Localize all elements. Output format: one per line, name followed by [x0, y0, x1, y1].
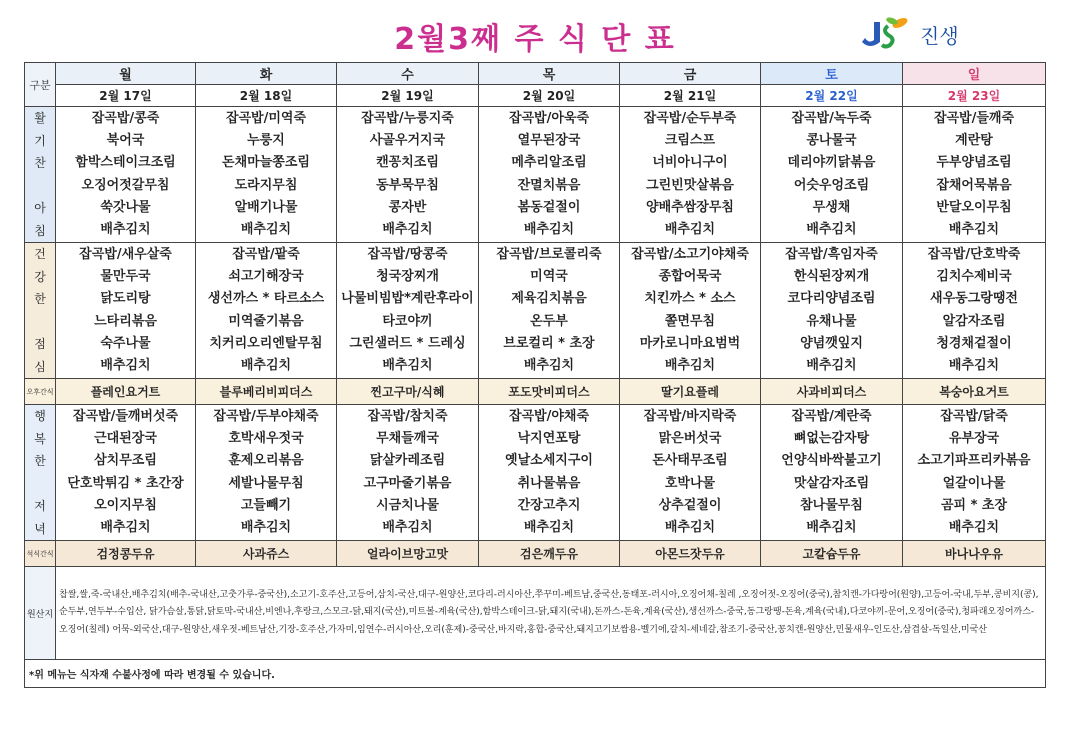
menu-item: 배추김치 — [100, 222, 151, 238]
snack-item: 아몬드잣두유 — [620, 541, 761, 567]
date-fri: 2월 21일 — [620, 85, 761, 107]
meal-label-char — [25, 473, 55, 496]
meal-label-char: 찬 — [34, 156, 46, 170]
meal-label-char — [25, 311, 55, 334]
menu-item: 김치수제비국 — [936, 268, 1012, 284]
menu-item: 잡곡밥/두부야채죽 — [213, 408, 319, 424]
day-mon: 월 — [56, 63, 196, 85]
menu-item: 계란탕 — [955, 132, 993, 148]
menu-item: 잡곡밥/소고기야채죽 — [631, 246, 749, 262]
menu-item: 온두부 — [530, 313, 568, 329]
meal-cell — [620, 243, 761, 379]
menu-item: 두부양념조림 — [936, 155, 1012, 171]
menu-item: 캔꽁치조림 — [376, 155, 439, 171]
menu-item: 취나물볶음 — [517, 475, 581, 491]
menu-item: 배추김치 — [664, 520, 716, 536]
meal-cell — [196, 243, 337, 379]
meal-label-char — [25, 175, 55, 198]
menu-item: 훈제오리볶음 — [228, 453, 304, 469]
meal-cell — [56, 243, 196, 379]
menu-change-note: *위 메뉴는 식자재 수불사정에 따라 변경될 수 있습니다. — [25, 660, 1046, 688]
day-wed: 수 — [337, 63, 479, 85]
meal-cell — [761, 243, 903, 379]
menu-item: 돈사태무조림 — [652, 453, 728, 469]
meal-label-char: 기 — [34, 133, 46, 148]
day-header-row — [25, 63, 1046, 85]
meal-label-char: 복 — [34, 431, 46, 446]
menu-item: 돈채마늘쫑조림 — [222, 155, 310, 171]
day-tue: 화 — [196, 63, 337, 85]
menu-item: 잡곡밥/팥죽 — [232, 246, 300, 262]
meal-cell — [56, 405, 196, 541]
menu-item: 배추김치 — [100, 358, 151, 374]
day-thu: 목 — [479, 63, 620, 85]
menu-item: 느타리볶음 — [94, 313, 157, 329]
menu-item: 배추김치 — [523, 520, 575, 536]
date-sun: 2월 23일 — [903, 85, 1046, 107]
origin-row — [25, 567, 1046, 660]
meal-cell — [761, 405, 903, 541]
menu-item: 잡곡밥/콩죽 — [91, 110, 160, 126]
meal-cell — [479, 107, 620, 243]
menu-item: 알감자조림 — [942, 313, 1006, 329]
gubun-label: 구분 — [25, 63, 56, 107]
date-sat: 2월 22일 — [761, 85, 903, 107]
menu-item: 동부묵무침 — [376, 177, 439, 193]
menu-item: 삼치무조림 — [94, 453, 157, 469]
menu-item: 도라지무침 — [234, 177, 298, 193]
dinner-label — [25, 405, 56, 541]
snack-item: 얼라이브망고맛 — [337, 541, 479, 567]
menu-item: 무생채 — [812, 199, 851, 215]
meal-label-char: 행 — [34, 409, 46, 423]
snack-item: 딸기요플레 — [620, 379, 761, 405]
evening-snack-label: 석식간식 — [25, 541, 56, 567]
menu-item: 잡곡밥/순두부죽 — [643, 110, 737, 126]
snack-item: 검은깨두유 — [479, 541, 620, 567]
leaf-logo-icon — [858, 16, 914, 52]
menu-item: 고들빼기 — [240, 497, 292, 513]
snack-item: 찐고구마/식혜 — [337, 379, 479, 405]
menu-item: 옛날소세지구이 — [505, 453, 593, 469]
menu-item: 참나물무침 — [800, 497, 863, 513]
menu-item: 잡곡밥/누룽지죽 — [361, 110, 454, 126]
menu-item: 근대된장국 — [94, 430, 157, 446]
snack-item: 고칼슘두유 — [761, 541, 903, 567]
menu-item: 간장고추지 — [517, 497, 581, 513]
menu-item: 오이지무침 — [94, 497, 157, 513]
menu-item: 배추김치 — [240, 358, 292, 374]
menu-item: 마카로니마요범벅 — [639, 335, 741, 351]
date-header-row — [25, 85, 1046, 107]
menu-item: 호박나물 — [664, 475, 716, 491]
meal-cell — [337, 405, 479, 541]
menu-item: 미역국 — [530, 268, 568, 284]
menu-item: 닭살카레조림 — [369, 453, 446, 469]
meal-cell — [903, 405, 1046, 541]
snack-item: 블루베리비피더스 — [196, 379, 337, 405]
page-title: 2월3째 주 식 단 표 — [394, 22, 676, 57]
menu-item: 닭도리탕 — [100, 291, 151, 307]
menu-item: 양배추쌈장무침 — [646, 199, 734, 215]
menu-item: 배추김치 — [523, 222, 575, 238]
meal-cell — [337, 243, 479, 379]
day-sun: 일 — [903, 63, 1046, 85]
menu-item: 배추김치 — [806, 520, 857, 536]
origin-label: 원산지 — [25, 567, 56, 660]
menu-item: 미역줄기볶음 — [228, 313, 304, 329]
menu-item: 치커리오리엔탈무침 — [209, 335, 323, 351]
evening-snack-row — [25, 541, 1046, 567]
date-thu: 2월 20일 — [479, 85, 620, 107]
menu-item: 배추김치 — [382, 520, 433, 536]
origin-text: 찹쌀,쌀,죽-국내산,배추김치(배추-국내산,고춧가루-중국산),소고기-호주산,고등어,삼치-국산,대구-원양산,코다리-러시아산,쭈꾸미-베트남,중국산,동태포-러시아,오징어채-칠레 ,오징어젓-오징어(중국),참치캔-가다랑어(원양),고등어-국내,두부,콩비지(콩),순두부,연두부-수입산, 닭가슴살,통닭,닭토막-국내산,비엔나,후랑크,스모크-닭,돼지(국산),미트볼-계육(국산),함박스테이크-닭,돼지(국내),돈까스-돈육,계육(국산),생선까스-중국,동그랑땡-돈육,계육(국내),다코야끼-문어,오징어(중국),청파래오징어까스-오징어(칠레) 어묵-외국산,대구-원양산,새우젓-베트남산,기장-호주산,가자미,임연수-러시아산,오리(훈제)-중국산,바지락,홍합-중국산,돼지고기보쌈용-벨기에,갈치-세네갈,참조기-중국산,꽁치캔-원양산,민물새우-인도산,삼겹살-독일산,미국산 — [56, 567, 1046, 660]
menu-item: 곰피 * 초장 — [940, 497, 1008, 513]
menu-item: 시금치나물 — [376, 497, 439, 513]
meal-label-char: 한 — [34, 292, 46, 306]
day-fri: 금 — [620, 63, 761, 85]
menu-item: 북어국 — [106, 132, 145, 148]
menu-item: 배추김치 — [382, 358, 433, 374]
menu-item: 잡곡밥/참치죽 — [367, 408, 448, 424]
lunch-row — [25, 243, 1046, 379]
menu-item: 너비아니구이 — [652, 155, 728, 171]
meal-cell — [56, 107, 196, 243]
menu-item: 배추김치 — [100, 520, 151, 536]
meal-cell — [761, 107, 903, 243]
menu-item: 쑥갓나물 — [100, 199, 151, 215]
menu-item: 콩자반 — [388, 199, 427, 215]
menu-item: 배추김치 — [948, 222, 1000, 238]
afternoon-snack-row — [25, 379, 1046, 405]
menu-item: 나물비빔밥*계란후라이 — [341, 291, 474, 307]
menu-item: 맛살감자조림 — [793, 475, 870, 491]
meal-label-char: 점 — [34, 337, 46, 351]
menu-item: 소고기파프리카볶음 — [917, 453, 1031, 469]
menu-item: 잡곡밥/땅콩죽 — [367, 246, 448, 262]
menu-item: 쇠고기해장국 — [228, 268, 304, 284]
menu-item: 잡곡밥/야채죽 — [508, 408, 590, 424]
brand-logo — [858, 16, 1008, 52]
lunch-label — [25, 243, 56, 379]
menu-item: 크림스프 — [664, 132, 716, 148]
meal-cell — [903, 243, 1046, 379]
menu-item: 청국장찌개 — [376, 268, 439, 284]
menu-item: 잡곡밥/녹두죽 — [791, 110, 872, 126]
meal-label-char: 녁 — [34, 521, 46, 536]
menu-item: 메추리알조림 — [511, 155, 587, 171]
meal-label-char: 활 — [34, 111, 46, 125]
menu-item: 한식된장찌개 — [793, 268, 870, 284]
menu-item: 타코야끼 — [382, 313, 433, 329]
date-tue: 2월 18일 — [196, 85, 337, 107]
snack-item: 사과비피더스 — [761, 379, 903, 405]
meal-cell — [196, 107, 337, 243]
menu-item: 낙지연포탕 — [517, 430, 581, 446]
meal-cell — [479, 243, 620, 379]
meal-label-char: 강 — [34, 269, 46, 284]
menu-item: 배추김치 — [806, 358, 857, 374]
meal-cell — [196, 405, 337, 541]
menu-item: 배추김치 — [240, 222, 292, 238]
menu-item: 배추김치 — [664, 222, 716, 238]
menu-item: 잡곡밥/흑임자죽 — [785, 246, 878, 262]
menu-item: 잡채어묵볶음 — [936, 177, 1012, 193]
menu-item: 잡곡밥/브로콜리죽 — [496, 246, 602, 262]
menu-item: 함박스테이크조림 — [75, 155, 176, 171]
menu-item: 잡곡밥/들깨버섯죽 — [72, 408, 179, 424]
menu-item: 맑은버섯국 — [658, 430, 722, 446]
snack-item: 복숭아요거트 — [903, 379, 1046, 405]
menu-item: 고구마줄기볶음 — [363, 475, 452, 491]
menu-item: 오징어젓갈무침 — [81, 177, 170, 193]
menu-item: 제육김치볶음 — [511, 291, 587, 307]
meal-cell — [620, 405, 761, 541]
breakfast-row — [25, 107, 1046, 243]
menu-item: 잡곡밥/미역죽 — [225, 110, 307, 126]
menu-item: 청경채겉절이 — [936, 335, 1012, 351]
menu-item: 세발나물무침 — [228, 475, 304, 491]
menu-item: 언양식바싹불고기 — [781, 453, 882, 469]
snack-item: 사과쥬스 — [196, 541, 337, 567]
meal-label-char: 심 — [34, 359, 46, 374]
menu-item: 배추김치 — [523, 358, 575, 374]
menu-item: 배추김치 — [948, 520, 1000, 536]
menu-item: 반달오이무침 — [936, 199, 1012, 215]
menu-item: 데리야끼닭볶음 — [787, 155, 876, 171]
meal-cell — [620, 107, 761, 243]
day-sat: 토 — [761, 63, 903, 85]
meal-label-char: 한 — [34, 454, 46, 468]
menu-item: 배추김치 — [664, 358, 716, 374]
meal-label-char: 침 — [34, 223, 46, 238]
meal-label-char: 아 — [34, 201, 46, 215]
menu-item: 누룽지 — [247, 132, 285, 148]
date-wed: 2월 19일 — [337, 85, 479, 107]
note-row — [25, 660, 1046, 688]
menu-item: 호박새우젓국 — [228, 430, 304, 446]
brand-name: 진생 — [920, 24, 959, 48]
menu-item: 잡곡밥/닭죽 — [940, 408, 1008, 424]
afternoon-snack-label: 오후간식 — [25, 379, 56, 405]
menu-item: 물만두국 — [100, 268, 151, 284]
menu-item: 배추김치 — [948, 358, 1000, 374]
menu-item: 브로컬리 * 초장 — [503, 335, 595, 351]
breakfast-label — [25, 107, 56, 243]
menu-item: 뼈없는감자탕 — [793, 430, 870, 446]
menu-item: 콩나물국 — [806, 132, 857, 148]
menu-item: 새우동그랑땡전 — [930, 291, 1018, 307]
menu-item: 배추김치 — [240, 520, 292, 536]
menu-item: 생선까스 * 타르소스 — [207, 291, 325, 307]
menu-item: 잡곡밥/들깨죽 — [933, 110, 1015, 126]
menu-item: 잡곡밥/계란죽 — [791, 408, 872, 424]
meal-cell — [337, 107, 479, 243]
meal-cell — [479, 405, 620, 541]
meal-label-char: 저 — [34, 499, 46, 513]
snack-item: 포도맛비피더스 — [479, 379, 620, 405]
menu-item: 상추겉절이 — [658, 497, 722, 513]
menu-item: 종합어묵국 — [658, 268, 722, 284]
menu-item: 유채나물 — [806, 313, 857, 329]
snack-item: 바나나우유 — [903, 541, 1046, 567]
menu-table — [24, 62, 1046, 688]
menu-item: 그린샐러드 * 드레싱 — [349, 335, 466, 351]
menu-item: 잡곡밥/아욱죽 — [508, 110, 590, 126]
menu-item: 알배기나물 — [234, 199, 298, 215]
menu-item: 잡곡밥/새우살죽 — [79, 246, 172, 262]
date-mon: 2월 17일 — [56, 85, 196, 107]
dinner-row — [25, 405, 1046, 541]
menu-item: 숙주나물 — [100, 335, 151, 351]
snack-item: 플레인요거트 — [56, 379, 196, 405]
menu-item: 배추김치 — [806, 222, 857, 238]
menu-item: 코다리양념조림 — [787, 291, 876, 307]
meal-cell — [903, 107, 1046, 243]
menu-item: 열무된장국 — [517, 132, 581, 148]
menu-item: 어슷우엉조림 — [793, 177, 870, 193]
menu-item: 잡곡밥/바지락죽 — [643, 408, 737, 424]
meal-label-char: 건 — [34, 247, 46, 261]
menu-item: 단호박튀김 * 초간장 — [67, 475, 184, 491]
menu-item: 배추김치 — [382, 222, 433, 238]
menu-item: 무채들깨국 — [376, 430, 439, 446]
menu-item: 유부장국 — [948, 430, 1000, 446]
snack-item: 검정콩두유 — [56, 541, 196, 567]
menu-item: 봄동겉절이 — [517, 199, 581, 215]
menu-item: 쫄면무침 — [664, 313, 716, 329]
menu-item: 잡곡밥/단호박죽 — [927, 246, 1021, 262]
menu-item: 잔멸치볶음 — [517, 177, 581, 193]
menu-item: 치킨까스 * 소스 — [644, 291, 736, 307]
menu-item: 얼갈이나물 — [942, 475, 1006, 491]
menu-item: 양념깻잎지 — [800, 335, 863, 351]
menu-item: 그린빈맛살볶음 — [646, 177, 734, 193]
menu-item: 사골우거지국 — [369, 132, 446, 148]
